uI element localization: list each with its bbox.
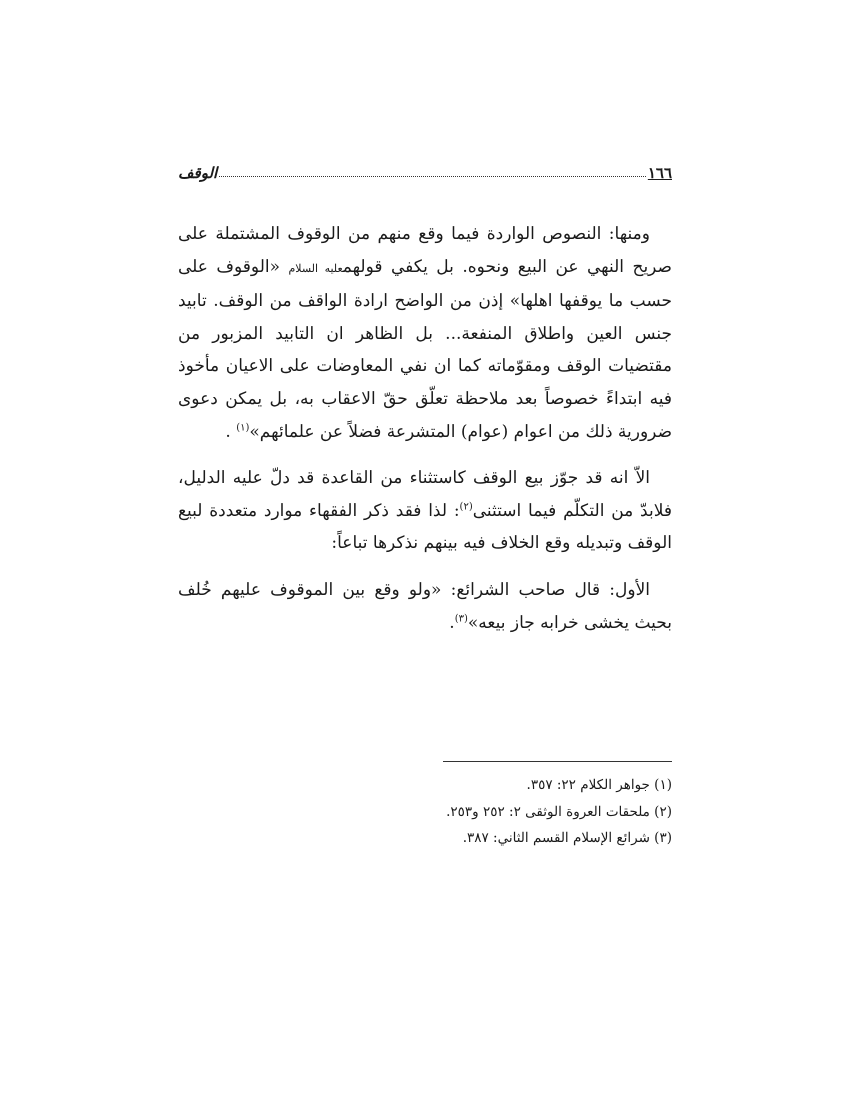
footnote-separator: [443, 761, 672, 762]
paragraph-2: [178, 462, 672, 560]
page-header: [178, 156, 672, 182]
footnote-1: (١) جواهر الكلام ٢٢: ٣٥٧.: [526, 777, 672, 793]
dotted-leader: [219, 176, 646, 177]
footnote-3: (٣) شرائع الإسلام القسم الثاني: ٣٨٧.: [462, 830, 672, 846]
footnotes: [300, 772, 672, 852]
paragraph-text: ومنها: النصوص الواردة فيما وقع منهم من الوقوف المشتملة على صريح النهي عن البيع ونحوه. بل يكفي قولهم: [178, 224, 672, 277]
footnote-reference: (٢): [459, 501, 473, 513]
paragraph-text: الاّ انه قد جوّز بيع الوقف كاستثناء من القاعدة قد دلّ عليه الدليل، فلابدّ من التكلّم فيما استثنى: [178, 468, 672, 521]
paragraph-3: [178, 574, 672, 639]
paragraph-text: : لذا فقد ذكر الفقهاء موارد متعددة لبيع الوقف وتبديله وقع الخلاف فيه بينهم نذكرها تباعاً:: [178, 500, 672, 554]
running-title: الوقف: [178, 164, 218, 182]
footnote-reference: (٣): [454, 612, 468, 624]
footnote-reference: (١): [236, 421, 250, 433]
honorific-glyph: عليه السلام: [288, 261, 343, 275]
paragraph-1: [178, 218, 672, 448]
footnote-2: (٢) ملحقات العروة الوثقى ٢: ٢٥٢ و٢٥٣.: [446, 803, 672, 820]
page-number: ١٦٦: [647, 164, 672, 182]
paragraph-text: «الوقوف على حسب ما يوقفها اهلها» إذن من الواضح ارادة الواقف من الوقف. تابيد جنس العين واطلاق المنفعة... بل الظاهر ان التابيد المزبور من مقتضيات الوقف ومقوّماته كما ان نفي المعاوضات على الاعيان مأخوذ فيه ابتداءً خصوصاً بعد ملاحظة تعلّق حقّ الاعقاب به، بل يمكن دعوى ضرورية ذلك من اعوام (عوام) المتشرعة فضلاً عن علمائهم»: [178, 256, 672, 442]
body-text: [178, 218, 672, 653]
paragraph-text: .: [225, 421, 237, 442]
paragraph-text: .: [449, 612, 455, 633]
paragraph-text: الأول: قال صاحب الشرائع: «ولو وقع بين الموقوف عليهم خُلف بحيث يخشى خرابه جاز بيعه»: [178, 579, 672, 633]
